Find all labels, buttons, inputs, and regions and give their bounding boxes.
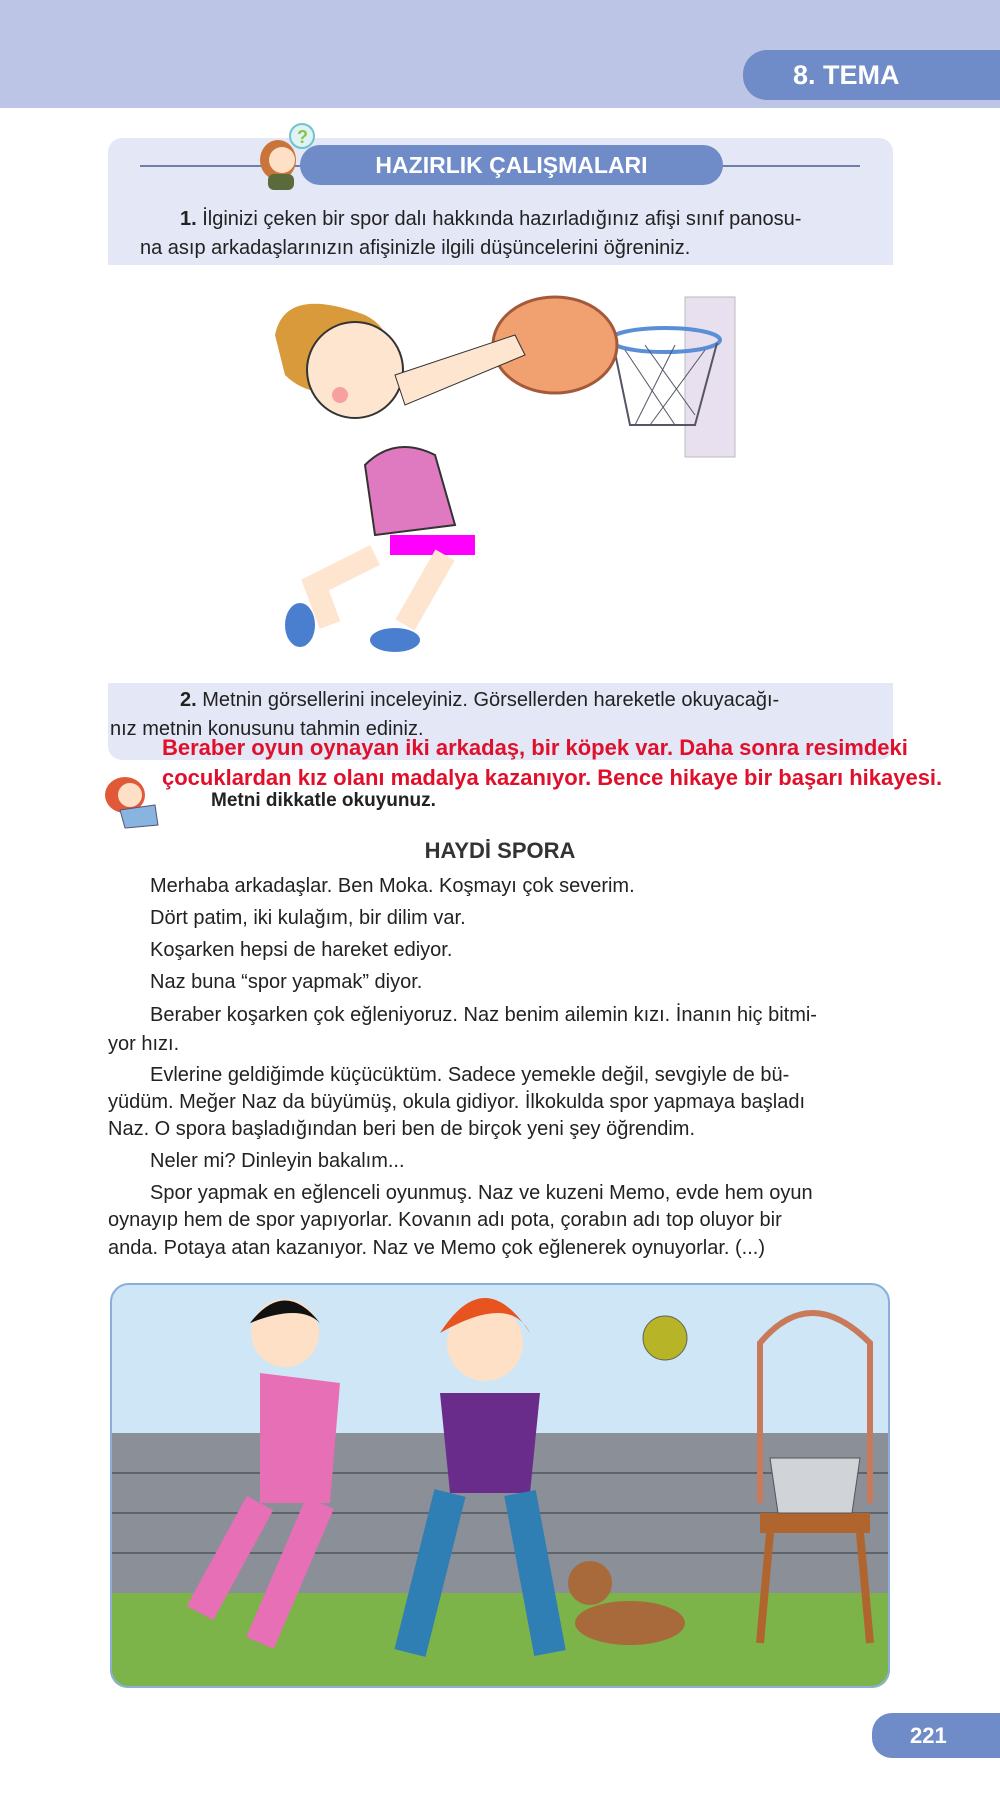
answer-line-2: çocuklardan kız olanı madalya kazanıyor. Bence hikaye bir başarı hikayesi. [162, 765, 943, 790]
question-1-line-1 [140, 205, 801, 234]
story-line: oynayıp hem de spor yapıyorlar. Kovanın adı pota, çorabın adı top oluyor bir [108, 1209, 782, 1231]
story-line: Evlerine geldiğimde küçücüktüm. Sadece yemekle değil, sevgiyle de bü- [150, 1064, 790, 1086]
story-line: anda. Potaya atan kazanıyor. Naz ve Memo çok eğlenerek oynuyorlar. (...) [108, 1237, 766, 1259]
question-2-line-1 [140, 686, 779, 715]
question-2-line-2: nız metnin konusunu tahmin ediniz. [110, 718, 424, 740]
question-number: 1. [180, 208, 197, 230]
story-line: Beraber koşarken çok eğleniyoruz. Naz benim ailemin kızı. İnanın hiç bitmi- [150, 1004, 817, 1026]
svg-text:?: ? [297, 127, 308, 147]
question-text: Metnin görsellerini inceleyiniz. Görsellerden hareketle okuyacağı- [196, 689, 780, 711]
question-text: İlginizi çeken bir spor dalı hakkında hazırladığınız afişi sınıf panosu- [196, 208, 802, 230]
story-line: Merhaba arkadaşlar. Ben Moka. Koşmayı çok severim. [150, 875, 635, 897]
story-line: Dört patim, iki kulağım, bir dilim var. [150, 907, 466, 929]
story-title: HAYDİ SPORA [424, 838, 576, 863]
reading-girl-icon [100, 770, 170, 830]
story-line: Naz. O spora başladığından beri ben de birçok yeni şey öğrendim. [108, 1118, 696, 1140]
question-number: 2. [180, 689, 197, 711]
theme-tab: 8. TEMA [743, 50, 1000, 100]
question-1-line-2: na asıp arkadaşlarınızın afişinizle ilgili düşüncelerini öğreniniz. [140, 237, 691, 259]
story-line: Naz buna “spor yapmak” diyor. [150, 971, 423, 993]
section-title: HAZIRLIK ÇALIŞMALARI [300, 145, 723, 185]
handwritten-answer [162, 733, 1000, 793]
answer-line-1: Beraber oyun oynayan iki arkadaş, bir köpek var. Daha sonra resimdeki [162, 735, 908, 760]
girl-mascot-icon [250, 122, 330, 192]
basketball-girl-illustration [255, 295, 745, 655]
kids-playing-illustration [110, 1283, 890, 1688]
story-line: Koşarken hepsi de hareket ediyor. [150, 939, 453, 961]
story-line: yor hızı. [108, 1033, 180, 1055]
story-line: yüdüm. Meğer Naz da büyümüş, okula gidiyor. İlkokulda spor yapmaya başladı [108, 1091, 806, 1113]
page-number: 221 [872, 1713, 1000, 1758]
reading-instruction: Metni dikkatle okuyunuz. [211, 790, 436, 811]
story-line: Neler mi? Dinleyin bakalım... [150, 1150, 405, 1172]
story-line: Spor yapmak en eğlenceli oyunmuş. Naz ve kuzeni Memo, evde hem oyun [150, 1182, 813, 1204]
